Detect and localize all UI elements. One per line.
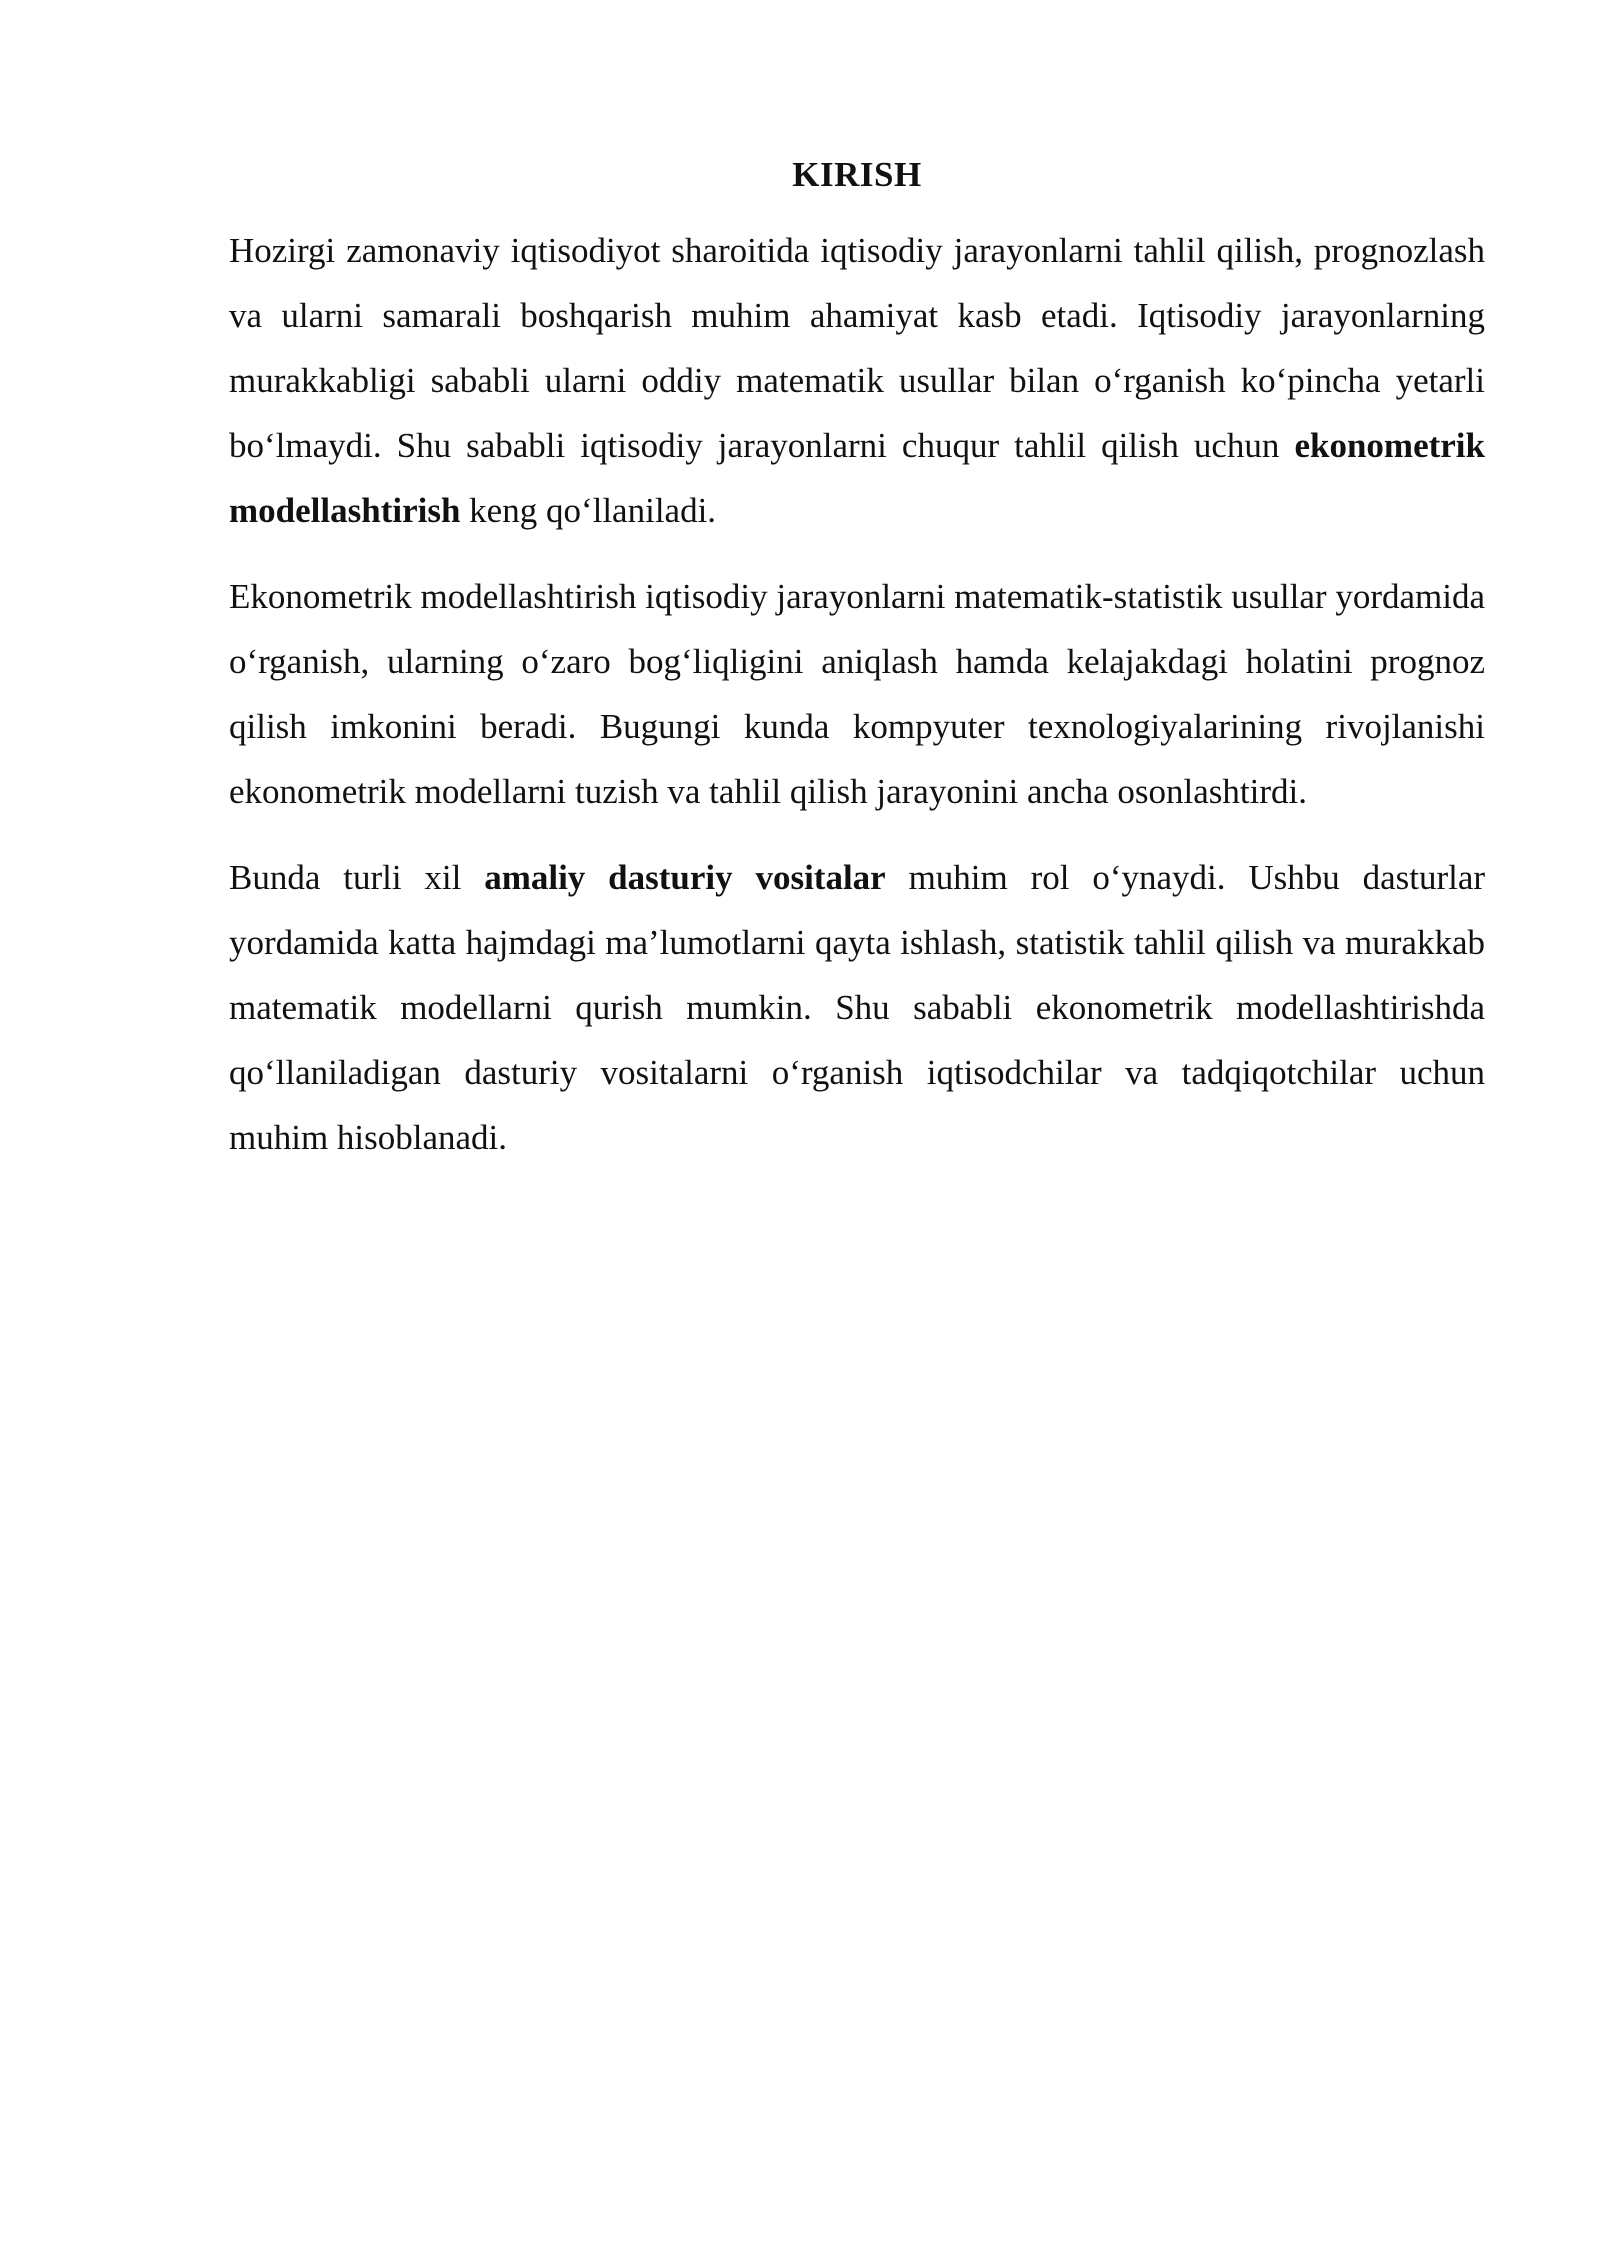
- paragraph-text: keng qo‘llaniladi.: [460, 491, 717, 530]
- paragraph-text: Bunda turli xil: [229, 858, 485, 897]
- paragraph-2: [229, 564, 1485, 824]
- section-title: KIRISH: [792, 155, 922, 194]
- paragraph-text: Ekonometrik modellashtirish iqtisodiy jarayonlarni matematik-statistik usullar yordamida o‘rganish, ularning o‘zaro bog‘liqligini aniqlash hamda kelajakdagi holatini prognoz qilish imkonini beradi. Bugungi kunda kompyuter texnologiyalarining rivojlanishi ekonometrik modellarni tuzish va tahlil qilish jarayonini ancha osonlashtirdi.: [229, 577, 1485, 811]
- bold-term: ekonometrik modellashtirish: [229, 426, 1485, 530]
- paragraph-text: Hozirgi zamonaviy iqtisodiyot sharoitida iqtisodiy jarayonlarni tahlil qilish, prognozlash va ularni samarali boshqarish muhim ahamiyat kasb etadi. Iqtisodiy jarayonlarning murakkabligi sababli ularni oddiy matematik usullar bilan o‘rganish ko‘pincha yetarli bo‘lmaydi. Shu sababli iqtisodiy jarayonlarni chuqur tahlil qilish uchun: [229, 231, 1485, 465]
- document-body: [229, 146, 1485, 1191]
- paragraph-text: muhim rol o‘ynaydi. Ushbu dasturlar yordamida katta hajmdagi ma’lumotlarni qayta ishlash, statistik tahlil qilish va murakkab matematik modellarni qurish mumkin. Shu sababli ekonometrik modellashtirishda qo‘llaniladigan dasturiy vositalarni o‘rganish iqtisodchilar va tadqiqotchilar uchun muhim hisoblanadi.: [229, 858, 1486, 1157]
- paragraph-3: [229, 845, 1485, 1170]
- paragraph-1: [229, 218, 1485, 543]
- bold-term: amaliy dasturiy vositalar: [484, 858, 886, 897]
